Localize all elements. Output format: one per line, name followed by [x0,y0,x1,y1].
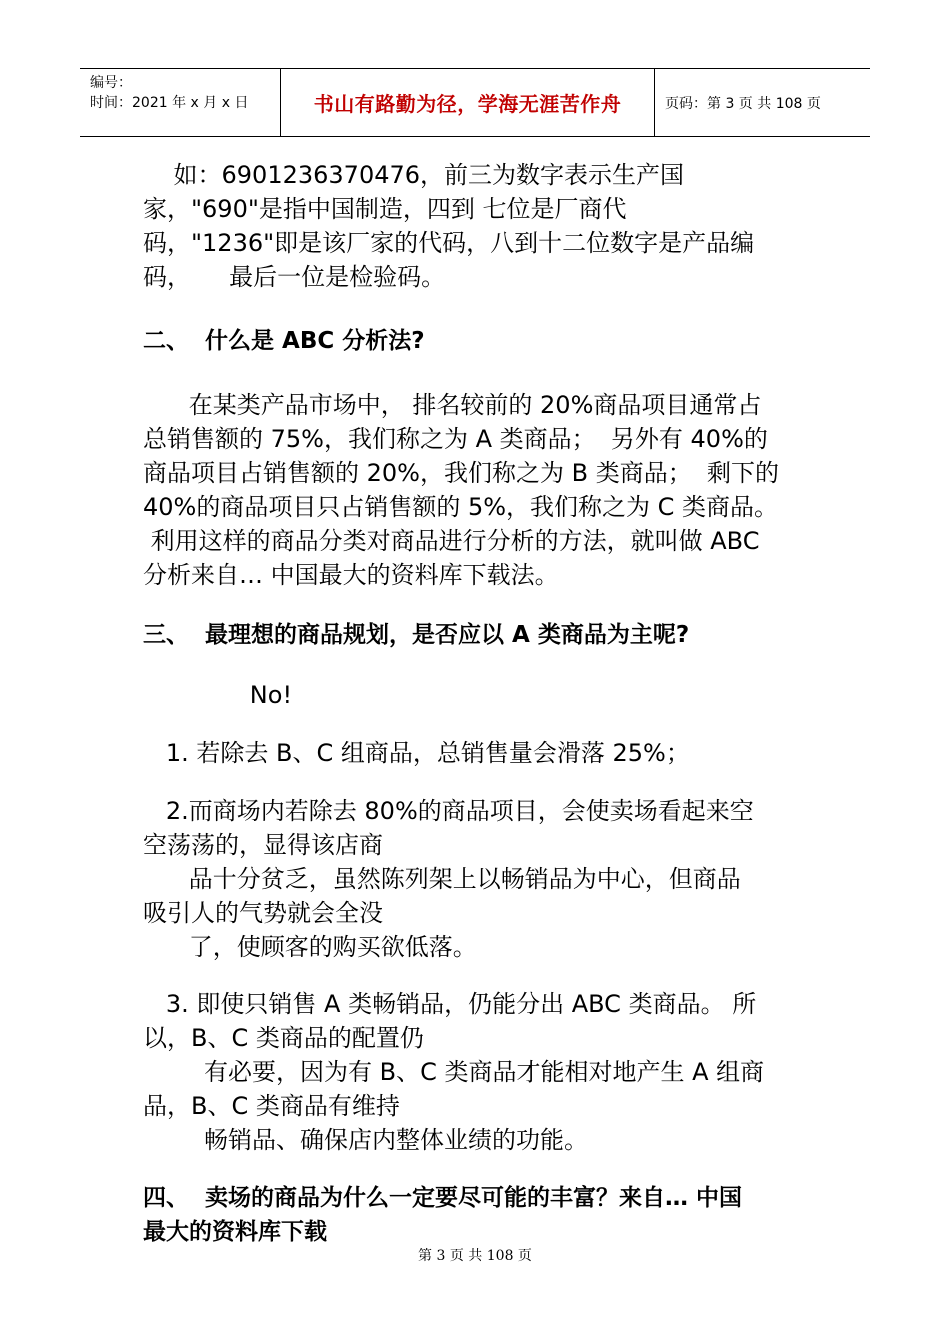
text-line: 有必要，因为有 B、C 类商品才能相对地产生 A 组商 [143,1058,765,1086]
text-line: 码，"1236"即是该厂家的代码，八到十二位数字是产品编 [143,229,755,257]
paragraph-abc-definition [143,388,813,592]
list-item-2 [143,794,813,964]
header-motto-cell [281,69,655,136]
header-page-cell [655,69,870,136]
list-item-1: 1. 若除去 B、C 组商品，总销售量会滑落 25%； [143,739,690,767]
page-footer: 第 3 页 共 108 页 [418,1248,532,1264]
text-line: 品十分贫乏，虽然陈列架上以畅销品为中心，但商品 [143,865,741,893]
text-line: 家，"690"是指中国制造，四到 七位是厂商代 [143,195,627,223]
heading-ideal-planning: 三、 最理想的商品规划，是否应以 A 类商品为主呢? [143,622,690,648]
date-label: 时间：2021 年 x 月 x 日 [90,95,249,111]
text-line: 总销售额的 75%，我们称之为 A 类商品； 另外有 40%的 [143,425,768,453]
page-header [80,68,870,137]
text-line: 吸引人的气势就会全没 [143,899,383,927]
heading-line: 四、 卖场的商品为什么一定要尽可能的丰富？来自… 中国 [143,1185,743,1211]
text-line: 分析来自… 中国最大的资料库下载法。 [143,561,559,589]
document-body [143,158,813,1249]
heading-abc-analysis: 二、 什么是 ABC 分析法? [143,328,425,354]
motto-text: 书山有路勤为径，学海无涯苦作舟 [313,92,622,116]
text-line: 品，B、C 类商品有维持 [143,1092,400,1120]
text-line: 商品项目占销售额的 20%，我们称之为 B 类商品； 剩下的 [143,459,779,487]
text-line: 如：6901236370476，前三为数字表示生产国 [143,161,685,189]
text-line: 40%的商品项目只占销售额的 5%，我们称之为 C 类商品。 [143,493,779,521]
text-line: 利用这样的商品分类对商品进行分析的方法，就叫做 ABC [143,527,760,555]
text-line: 以，B、C 类商品的配置仍 [143,1024,424,1052]
answer-no: No! [143,681,293,709]
text-line: 畅销品、确保店内整体业绩的功能。 [143,1126,589,1154]
text-line: 空荡荡的，显得该店商 [143,831,383,859]
header-meta-cell [80,69,281,136]
list-item-3 [143,987,813,1157]
page-info: 页码：第 3 页 共 108 页 [665,95,821,112]
serial-label: 编号： [90,75,132,91]
paragraph-barcode [143,158,813,294]
heading-line: 最大的资料库下载 [143,1219,327,1245]
heading-rich-merchandise [143,1181,813,1249]
text-line: 码， 最后一位是检验码。 [143,263,446,291]
text-line: 了，使顾客的购买欲低落。 [143,933,477,961]
text-line: 2.而商场内若除去 80%的商品项目，会使卖场看起来空 [143,797,754,825]
text-line: 在某类产品市场中， 排名较前的 20%商品项目通常占 [143,391,762,419]
text-line: 3. 即使只销售 A 类畅销品，仍能分出 ABC 类商品。 所 [143,990,757,1018]
